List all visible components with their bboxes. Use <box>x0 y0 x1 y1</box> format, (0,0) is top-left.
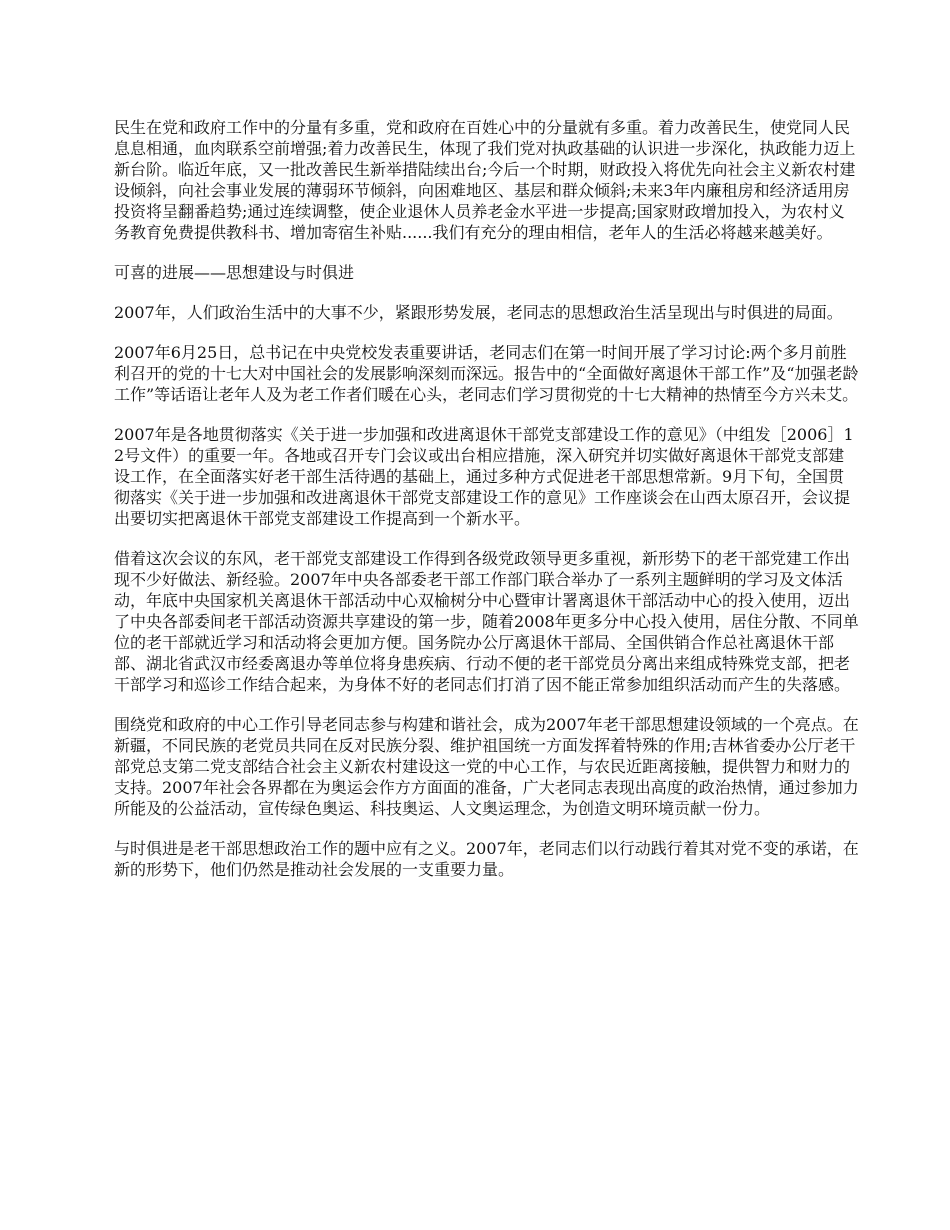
section-heading: 可喜的进展——思想建设与时俱进 <box>114 263 355 282</box>
document-page <box>114 117 859 899</box>
paragraph-party-branch: 2007年是各地贯彻落实《关于进一步加强和改进离退休干部党支部建设工作的意见》（中组发［2006］12号文件）的重要一年。各地或召开专门会议或出台相应措施，深入研究并切实做好离退休干部党支部建设工作，在全面落实好老干部生活待遇的基础上，通过多种方式促进老干部思想常新。9月下旬，全国贯彻落实《关于进一步加强和改进离退休干部党支部建设工作的意见》工作座谈会在山西太原召开，会议提出要切实把离退休干部党支部建设工作提高到一个新水平。 <box>114 425 854 528</box>
paragraph-livelihood: 民生在党和政府工作中的分量有多重，党和政府在百姓心中的分量就有多重。着力改善民生，使党同人民息息相通，血肉联系空前增强;着力改善民生，体现了我们党对执政基础的认识进一步深化，执政能力迈上新台阶。临近年底，又一批改善民生新举措陆续出台;今后一个时期，财政投入将优先向社会主义新农村建设倾斜，向社会事业发展的薄弱环节倾斜，向困难地区、基层和群众倾斜;未来3年内廉租房和经济适用房投资将呈翻番趋势;通过连续调整，使企业退休人员养老金水平进一步提高;国家财政增加投入，为农村义务教育免费提供教科书、增加寄宿生补贴......我们有充分的理由相信，老年人的生活必将越来越美好。 <box>114 118 856 242</box>
paragraph-conclusion: 与时俱进是老干部思想政治工作的题中应有之义。2007年，老同志们以行动践行着其对党不变的承诺，在新的形势下，他们仍然是推动社会发展的一支重要力量。 <box>114 839 859 879</box>
paragraph-harmonious-society: 围绕党和政府的中心工作引导老同志参与构建和谐社会，成为2007年老干部思想建设领域的一个亮点。在新疆，不同民族的老党员共同在反对民族分裂、维护祖国统一方面发挥着特殊的作用;吉林省委办公厅老干部党总支第二党支部结合社会主义新农村建设这一党的中心工作，与农民近距离接触，提供智力和财力的支持。2007年社会各界都在为奥运会作方方面面的准备，广大老同志表现出高度的政治热情，通过参加力所能及的公益活动，宣传绿色奥运、科技奥运、人文奥运理念，为创造文明环境贡献一份力。 <box>114 715 859 818</box>
paragraph-new-experience: 借着这次会议的东风，老干部党支部建设工作得到各级党政领导更多重视，新形势下的老干部党建工作出现不少好做法、新经验。2007年中央各部委老干部工作部门联合举办了一系列主题鲜明的学习及文体活动，年底中央国家机关离退休干部活动中心双榆树分中心暨审计署离退休干部活动中心的投入使用，迈出了中央各部委间老干部活动资源共享建设的第一步，随着2008年更多分中心投入使用，居住分散、不同单位的老干部就近学习和活动将会更加方便。国务院办公厅离退休干部局、全国供销合作总社离退休干部部、湖北省武汉市经委离退办等单位将身患疾病、行动不便的老干部党员分离出来组成特殊党支部，把老干部学习和巡诊工作结合起来，为身体不好的老同志们打消了因不能正常参加组织活动而产生的失落感。 <box>114 549 859 694</box>
paragraph-speech: 2007年6月25日，总书记在中央党校发表重要讲话，老同志们在第一时间开展了学习讨论:两个多月前胜利召开的党的十七大对中国社会的发展影响深刻而深远。报告中的“全面做好离退休干部工作”及“加强老龄工作”等话语让老年人及为老工作者们暖在心头，老同志们学习贯彻党的十七大精神的热情至今方兴未艾。 <box>114 343 859 404</box>
paragraph-political-life: 2007年，人们政治生活中的大事不少，紧跟形势发展，老同志的思想政治生活呈现出与时俱进的局面。 <box>114 303 843 322</box>
